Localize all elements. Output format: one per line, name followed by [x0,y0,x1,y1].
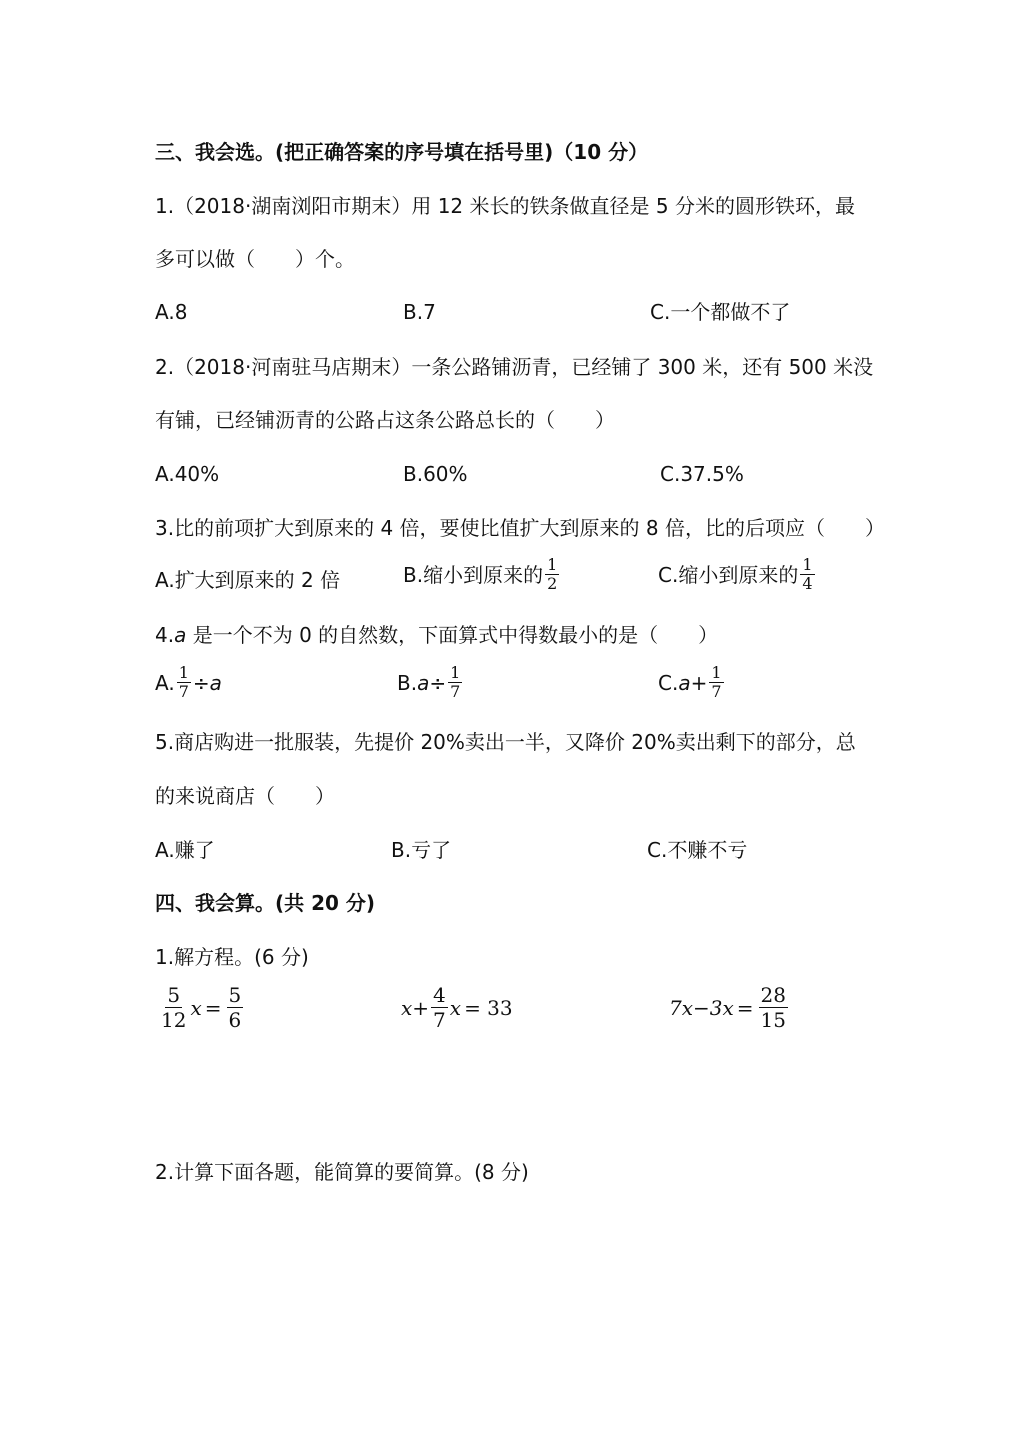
fraction-numerator: 1 [450,663,461,682]
equation-2-variable-2: x [449,995,462,1020]
fraction-numerator: 1 [178,663,189,682]
q4-option-a-variable: a [209,670,222,695]
q1-line1: 1.（2018·湖南浏阳市期末）用 12 米长的铁条做直径是 5 分米的圆形铁环，最 [155,194,855,218]
q2-option-a[interactable]: A.40% [155,462,220,486]
fraction-numerator: 28 [760,983,786,1007]
fraction-denominator: 7 [178,682,189,701]
q3-option-a[interactable]: A.扩大到原来的 2 倍 [155,568,341,592]
q1-option-c[interactable]: C.一个都做不了 [650,300,791,324]
q5-line2: 的来说商店（ ） [155,784,335,808]
divide-operator: ÷ [429,670,447,695]
q4-option-c-fraction [709,664,723,701]
equation-3-fraction [759,983,788,1032]
equation-1 [157,983,245,1032]
equals-sign: = [736,995,754,1020]
fraction-denominator: 12 [161,1008,187,1032]
fraction-numerator: 5 [228,983,242,1007]
equation-1-fraction-right [227,983,244,1032]
q1-option-b[interactable]: B.7 [403,300,436,324]
q2-option-c[interactable]: C.37.5% [660,462,744,486]
equals-sign: = [204,995,222,1020]
q5-option-b[interactable]: B.亏了 [391,838,452,862]
q4-option-a-fraction [177,664,191,701]
section4-title: 四、我会算。(共 20 分) [155,891,376,915]
q4-option-a-label: A. [155,670,175,695]
plus-operator: + [412,995,430,1020]
part1-title: 1.解方程。(6 分) [155,945,309,969]
q4-number: 4. [155,623,175,647]
equation-2-variable: x [401,995,413,1020]
fraction-numerator: 1 [547,555,558,574]
q5-line1: 5.商店购进一批服装，先提价 20%卖出一半，又降价 20%卖出剩下的部分，总 [155,730,856,754]
q3-option-c-label: C.缩小到原来的 [658,562,799,587]
fraction-numerator: 5 [167,983,181,1007]
fraction-denominator: 15 [760,1008,786,1032]
q2-line1: 2.（2018·河南驻马店期末）一条公路铺沥青，已经铺了 300 米，还有 500 米没 [155,355,874,379]
q1-option-a[interactable]: A.8 [155,300,188,324]
fraction-denominator: 4 [802,574,813,593]
q4-option-b[interactable] [397,664,464,701]
fraction-numerator: 1 [711,663,722,682]
divide-operator: ÷ [192,670,210,695]
q3-option-c[interactable] [658,556,817,593]
q4-option-c-label: C. [658,670,679,695]
q3-line1: 3.比的前项扩大到原来的 4 倍，要使比值扩大到原来的 8 倍，比的后项应（ ） [155,516,885,540]
q4-text: 是一个不为 0 的自然数，下面算式中得数最小的是（ ） [186,623,719,647]
q4-option-c[interactable] [658,664,726,701]
equation-2-rhs: = 33 [464,995,513,1020]
fraction-denominator: 7 [711,682,722,701]
fraction-denominator: 7 [433,1008,446,1032]
q4-option-b-fraction [448,664,462,701]
fraction-denominator: 2 [547,574,558,593]
q2-line2: 有铺，已经铺沥青的公路占这条公路总长的（ ） [155,408,615,432]
equation-1-variable: x [190,995,202,1020]
plus-operator: + [690,670,708,695]
equation-2-fraction [431,983,448,1032]
equation-3-lhs: 7x−3x [669,995,734,1020]
q4-option-b-variable: a [417,670,430,695]
q4-option-c-variable: a [678,670,691,695]
q1-line2: 多可以做（ ）个。 [155,247,355,271]
q3-option-c-fraction [800,556,814,593]
part2-title: 2.计算下面各题，能简算的要简算。(8 分) [155,1160,529,1184]
q3-option-b[interactable] [403,556,561,593]
equation-1-fraction-left [159,983,188,1032]
q4-option-b-label: B. [397,670,418,695]
q4-option-a[interactable] [155,664,222,701]
q5-option-a[interactable]: A.赚了 [155,838,215,862]
fraction-denominator: 7 [450,682,461,701]
q5-option-c[interactable]: C.不赚不亏 [647,838,748,862]
equation-2 [401,983,513,1032]
q4-variable: a [174,623,187,647]
fraction-numerator: 4 [433,983,446,1007]
q3-option-b-label: B.缩小到原来的 [403,562,544,587]
fraction-numerator: 1 [802,555,813,574]
q4-line1 [155,621,718,649]
q3-option-b-fraction [545,556,559,593]
q2-option-b[interactable]: B.60% [403,462,468,486]
fraction-denominator: 6 [228,1008,242,1032]
section3-title: 三、我会选。(把正确答案的序号填在括号里)（10 分） [155,140,649,164]
equation-3 [669,983,790,1032]
